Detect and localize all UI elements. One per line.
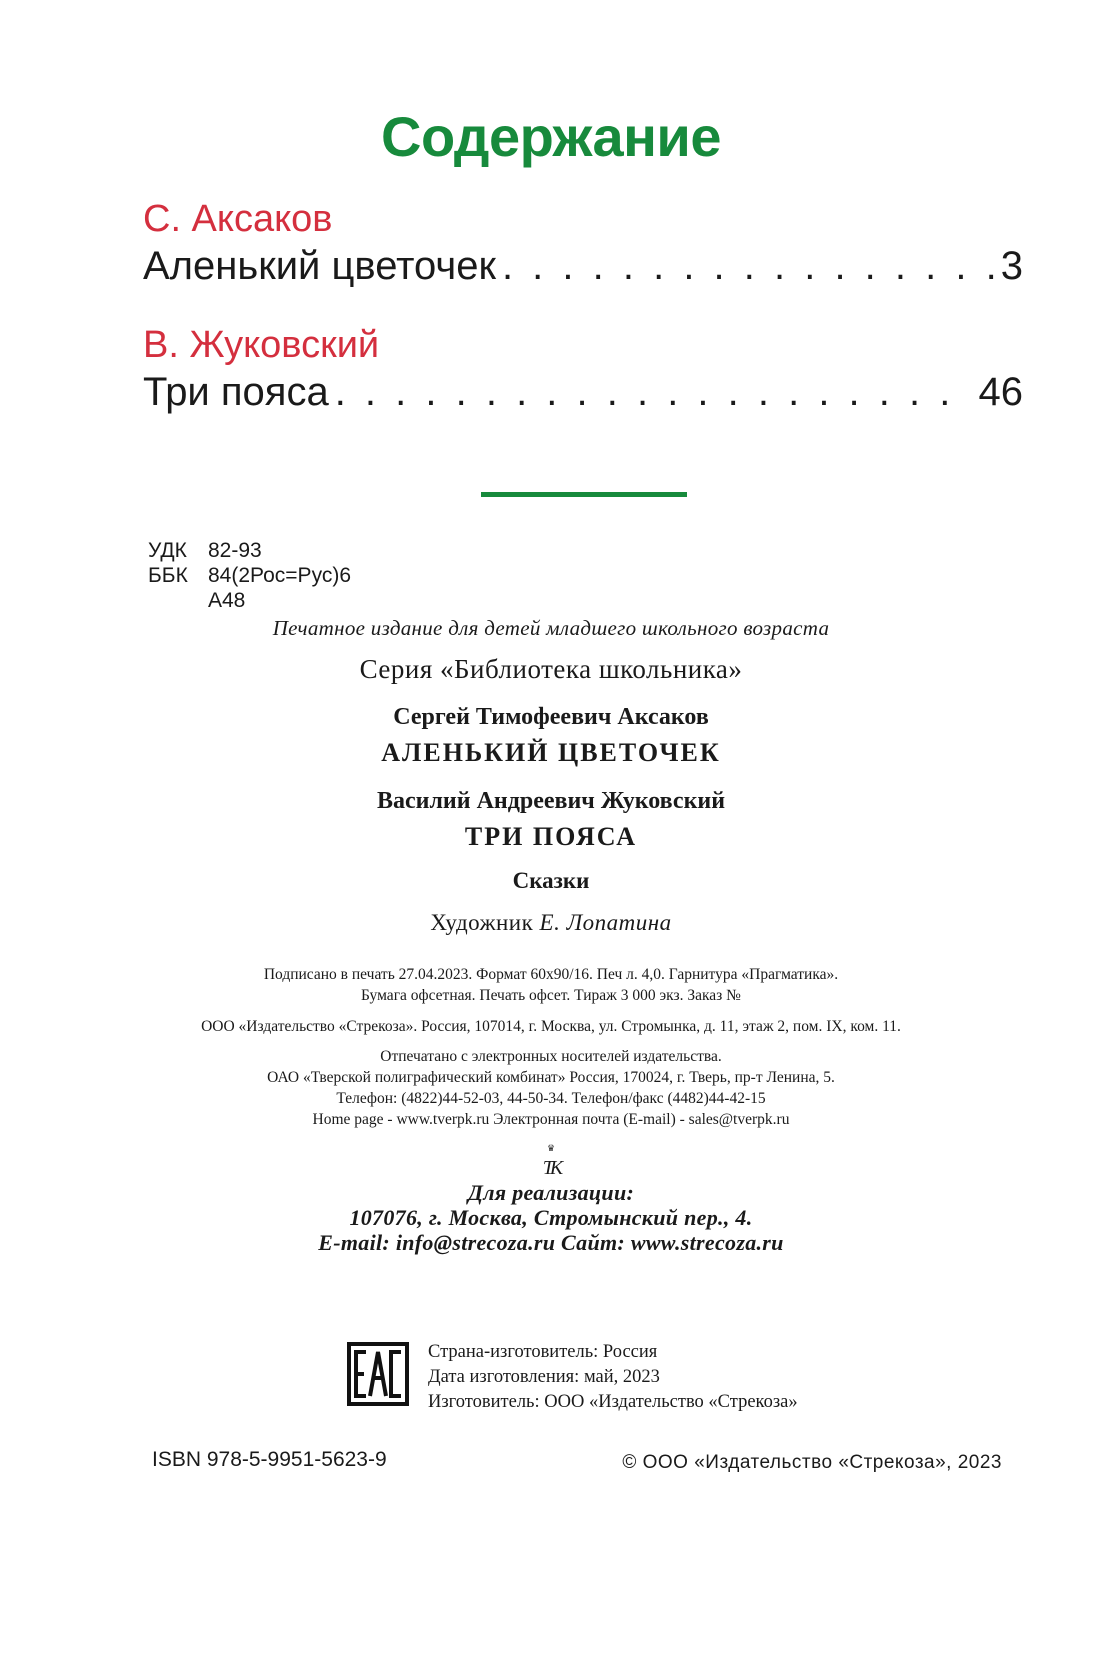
leader-dots	[502, 244, 995, 289]
illustrator-name: Е. Лопатина	[539, 910, 672, 935]
section-divider	[481, 492, 687, 497]
genre: Сказки	[512, 868, 590, 893]
toc-entry-title: Три пояса	[143, 370, 329, 414]
sales-contacts: E-mail: info@strecoza.ru Сайт: www.strecoza.ru	[318, 1230, 784, 1255]
classification-codes	[148, 538, 351, 613]
sales-heading: Для реализации:	[467, 1180, 635, 1205]
page-title: Содержание	[381, 105, 721, 168]
author2-name: Василий Андреевич Жуковский	[376, 788, 726, 814]
author1-name: Сергей Тимофеевич Аксаков	[393, 704, 709, 730]
edition-note: Печатное издание для детей младшего школьного возраста	[272, 616, 830, 640]
toc-author-zhukovsky: В. Жуковский	[143, 324, 380, 366]
toc-entry-page: 3	[1000, 244, 1023, 288]
toc-entry-zhukovsky[interactable]	[143, 370, 1023, 415]
book1-title: АЛЕНЬКИЙ ЦВЕТОЧЕК	[381, 738, 721, 767]
leader-dots	[335, 370, 973, 415]
toc-entry-page: 46	[978, 370, 1023, 414]
bbk-value: 84(2Рос=Рус)6	[208, 564, 352, 587]
toc-entry-aksakov[interactable]	[143, 244, 1023, 289]
manufacturer-name: Изготовитель: ООО «Издательство «Стрекоза»	[428, 1392, 798, 1412]
printer-details: Отпечатано с электронных носителей издательства. ОАО «Тверской полиграфический комбинат» Россия, 170024, г. Тверь, пр-т Ленина, 5. Телефон: (4822)44-52-03, 44-50-34. Телефон/факс (4482)44-42-15 Home page - www.tverpk.ru Электронная почта (E-mail) - sales@tverpk.ru	[267, 1048, 835, 1128]
copyright: © ООО «Издательство «Стрекоза», 2023	[622, 1452, 1002, 1473]
eac-mark-icon	[347, 1342, 409, 1406]
printer-logo-icon: ♛ ТК	[542, 1143, 560, 1179]
sales-info	[0, 1180, 1102, 1255]
series-name: Серия «Библиотека школьника»	[359, 654, 743, 684]
print-details: Подписано в печать 27.04.2023. Формат 60х90/16. Печ л. 4,0. Гарнитура «Прагматика». Бумага офсетная. Печать офсет. Тираж 3 000 экз. Заказ №	[263, 966, 839, 1004]
illustrator-label: Художник	[430, 910, 534, 935]
sales-address: 107076, г. Москва, Стромынский пер., 4.	[349, 1205, 753, 1230]
book2-title: ТРИ ПОЯСА	[464, 822, 638, 851]
country-of-origin: Страна-изготовитель: Россия	[428, 1342, 658, 1362]
author-mark: А48	[208, 589, 246, 612]
manufacture-date: Дата изготовления: май, 2023	[428, 1367, 660, 1387]
manufacturer-info	[428, 1340, 798, 1415]
illustrator-credit	[0, 910, 1102, 936]
bbk-label: ББК	[148, 564, 188, 587]
udk-label: УДК	[148, 539, 187, 562]
toc-entry-title: Аленький цветочек	[143, 244, 496, 288]
udk-value: 82-93	[208, 539, 262, 562]
isbn: ISBN 978-5-9951-5623-9	[152, 1448, 387, 1471]
publisher-address: ООО «Издательство «Стрекоза». Россия, 107014, г. Москва, ул. Стромынка, д. 11, этаж 2, пом. IX, ком. 11.	[201, 1018, 901, 1035]
toc-author-aksakov: С. Аксаков	[143, 198, 333, 240]
